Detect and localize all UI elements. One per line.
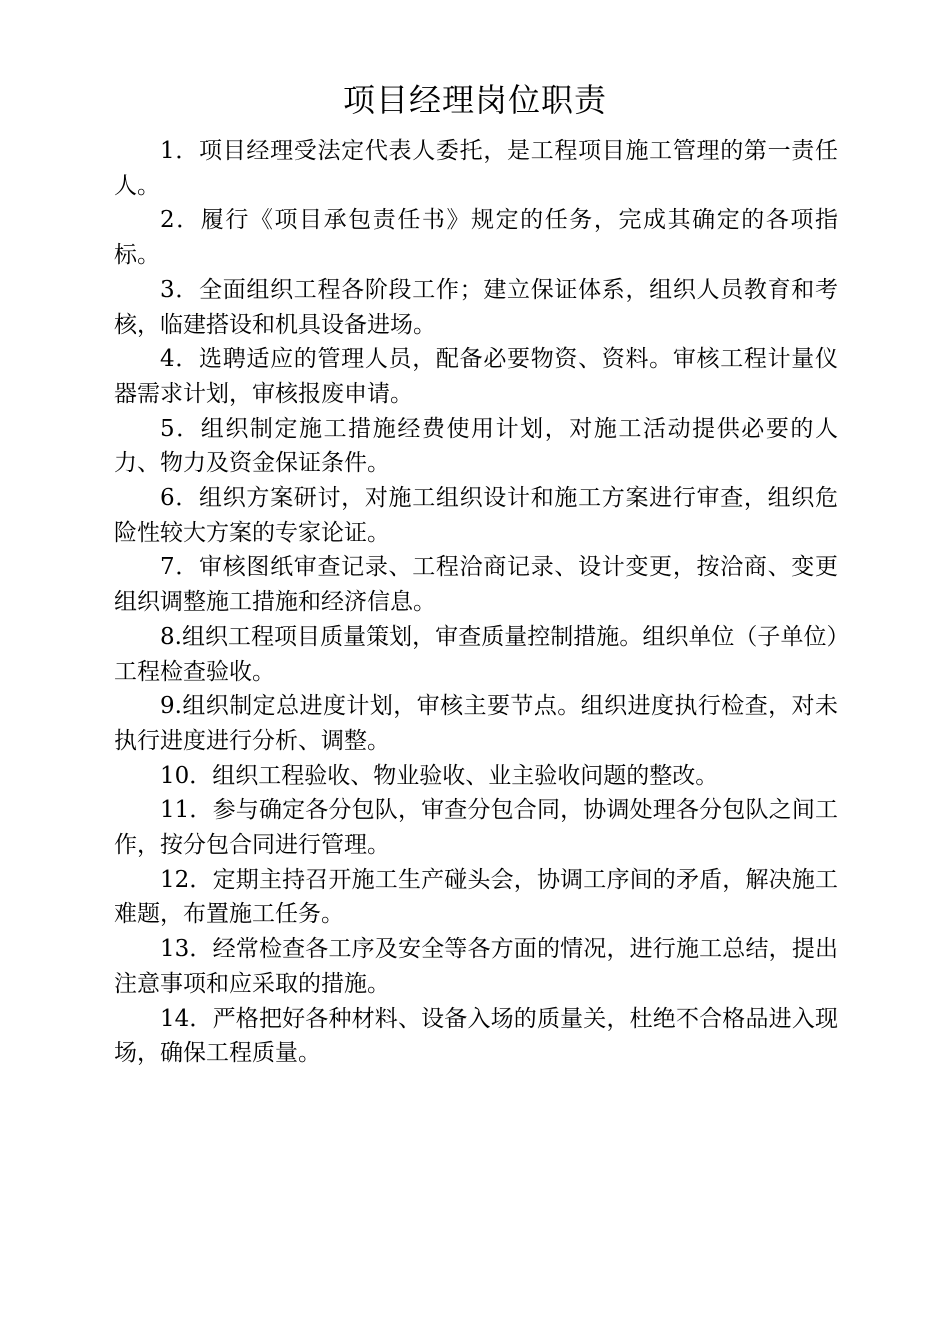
responsibility-item: 4．选聘适应的管理人员，配备必要物资、资料。审核工程计量仪器需求计划，审核报废申请。: [114, 346, 838, 407]
responsibility-item: 6．组织方案研讨，对施工组织设计和施工方案进行审查，组织危险性较大方案的专家论证。: [114, 485, 838, 546]
responsibility-item: 3．全面组织工程各阶段工作；建立保证体系，组织人员教育和考核，临建搭设和机具设备进场。: [114, 276, 838, 338]
document-title: 项目经理岗位职责: [342, 81, 607, 119]
responsibility-item: 9.组织制定总进度计划，审核主要节点。组织进度执行检查，对未执行进度进行分析、调整。: [114, 693, 838, 754]
responsibility-item: 2．履行《项目承包责任书》规定的任务，完成其确定的各项指标。: [114, 207, 838, 269]
responsibility-item: 8.组织工程项目质量策划，审查质量控制措施。组织单位（子单位）工程检查验收。: [114, 623, 838, 685]
responsibility-item: 5．组织制定施工措施经费使用计划，对施工活动提供必要的人力、物力及资金保证条件。: [114, 415, 838, 477]
responsibility-item: 7．审核图纸审查记录、工程洽商记录、设计变更，按洽商、变更组织调整施工措施和经济信息。: [114, 554, 838, 616]
responsibility-item: 13．经常检查各工序及安全等各方面的情况，进行施工总结，提出注意事项和应采取的措施。: [114, 936, 838, 997]
responsibility-item: 10．组织工程验收、物业验收、业主验收问题的整改。: [160, 762, 719, 789]
responsibility-list: [114, 134, 838, 1071]
responsibility-item: 12．定期主持召开施工生产碰头会，协调工序间的矛盾，解决施工难题，布置施工任务。: [114, 866, 838, 928]
responsibility-item: 14．严格把好各种材料、设备入场的质量关，杜绝不合格品进入现场，确保工程质量。: [114, 1005, 838, 1067]
responsibility-item: 1．项目经理受法定代表人委托，是工程项目施工管理的第一责任人。: [114, 138, 838, 199]
responsibility-item: 11．参与确定各分包队，审查分包合同，协调处理各分包队之间工作，按分包合同进行管理。: [114, 797, 838, 859]
